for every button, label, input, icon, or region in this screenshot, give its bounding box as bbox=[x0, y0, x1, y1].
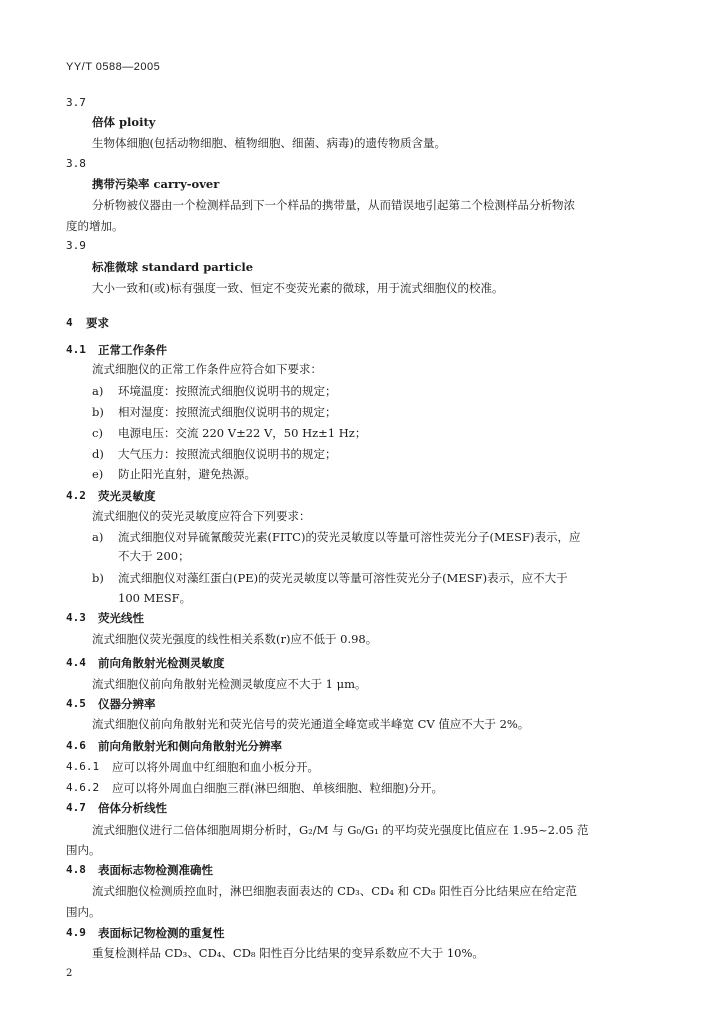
clause-number: 4.7 bbox=[66, 801, 86, 814]
clause-title: 仪器分辨率 bbox=[98, 697, 156, 711]
list-marker: b) bbox=[92, 405, 104, 419]
list-marker: d) bbox=[92, 447, 104, 461]
term-definition-continued: 度的增加。 bbox=[66, 219, 124, 233]
clause-text: 流式细胞仪的荧光灵敏度应符合下列要求： bbox=[92, 509, 311, 523]
clause-text: 流式细胞仪前向角散射光检测灵敏度应不大于 1 μm。 bbox=[92, 677, 367, 691]
list-marker: a) bbox=[92, 384, 104, 398]
list-item: 大气压力：按照流式细胞仪说明书的规定； bbox=[118, 447, 337, 461]
list-item: 环境温度：按照流式细胞仪说明书的规定； bbox=[118, 384, 337, 398]
clause-text: 流式细胞仪的正常工作条件应符合如下要求： bbox=[92, 362, 322, 376]
subclause-number: 4.6.2 bbox=[66, 781, 100, 794]
clause-title: 前向角散射光和侧向角散射光分辨率 bbox=[98, 739, 282, 753]
subclause-text: 应可以将外周血白细胞三群(淋巴细胞、单核细胞、粒细胞)分开。 bbox=[112, 781, 443, 795]
list-item-continued: 100 MESF。 bbox=[118, 591, 192, 605]
term-definition: 大小一致和(或)标有强度一致、恒定不变荧光素的微球，用于流式细胞仪的校准。 bbox=[92, 281, 504, 295]
clause-title: 倍体分析线性 bbox=[98, 801, 167, 815]
clause-number: 3.8 bbox=[66, 157, 86, 170]
clause-text-continued: 围内。 bbox=[66, 905, 101, 919]
term-heading: 倍体 ploity bbox=[92, 115, 156, 129]
list-marker: e) bbox=[92, 467, 104, 481]
clause-title: 表面标记物检测的重复性 bbox=[98, 926, 225, 940]
list-item: 流式细胞仪对藻红蛋白(PE)的荧光灵敏度以等量可溶性荧光分子(MESF)表示，应不大于 bbox=[118, 571, 568, 585]
list-marker: b) bbox=[92, 571, 104, 585]
clause-number: 4.3 bbox=[66, 611, 86, 624]
chapter-title: 要求 bbox=[86, 316, 109, 330]
clause-number: 4.2 bbox=[66, 489, 86, 502]
term-heading: 携带污染率 carry-over bbox=[92, 177, 220, 191]
clause-number: 4.9 bbox=[66, 926, 86, 939]
subclause-text: 应可以将外周血中红细胞和血小板分开。 bbox=[112, 760, 319, 774]
clause-text: 流式细胞仪荧光强度的线性相关系数(r)应不低于 0.98。 bbox=[92, 632, 378, 646]
clause-text: 流式细胞仪前向角散射光和荧光信号的荧光通道全峰宽或半峰宽 CV 值应不大于 2%。 bbox=[92, 717, 530, 731]
clause-number: 3.9 bbox=[66, 239, 86, 252]
clause-number: 3.7 bbox=[66, 96, 86, 109]
clause-text: 重复检测样品 CD₃、CD₄、CD₈ 阳性百分比结果的变异系数应不大于 10%。 bbox=[92, 946, 484, 960]
clause-title: 正常工作条件 bbox=[98, 343, 167, 357]
list-marker: c) bbox=[92, 426, 103, 440]
clause-number: 4.6 bbox=[66, 739, 86, 752]
clause-text-continued: 围内。 bbox=[66, 843, 101, 857]
clause-title: 表面标志物检测准确性 bbox=[98, 863, 213, 877]
clause-number: 4.5 bbox=[66, 697, 86, 710]
list-item: 相对湿度：按照流式细胞仪说明书的规定； bbox=[118, 405, 337, 419]
clause-title: 荧光线性 bbox=[98, 611, 144, 625]
clause-text: 流式细胞仪检测质控血时，淋巴细胞表面表达的 CD₃、CD₄ 和 CD₈ 阳性百分比结果应在给定范 bbox=[92, 884, 578, 898]
term-definition: 分析物被仪器由一个检测样品到下一个样品的携带量，从而错误地引起第二个检测样品分析物浓 bbox=[92, 198, 575, 212]
subclause-number: 4.6.1 bbox=[66, 760, 100, 773]
clause-number: 4.4 bbox=[66, 656, 86, 669]
clause-title: 荧光灵敏度 bbox=[98, 489, 156, 503]
clause-text: 流式细胞仪进行二倍体细胞周期分析时，G₂/M 与 G₀/G₁ 的平均荧光强度比值应在 1.95~2.05 范 bbox=[92, 823, 589, 837]
chapter-number: 4 bbox=[66, 316, 73, 329]
list-item: 电源电压：交流 220 V±22 V，50 Hz±1 Hz； bbox=[118, 426, 367, 440]
standard-number-header: YY/T 0588—2005 bbox=[66, 61, 161, 73]
list-item: 流式细胞仪对异硫氰酸荧光素(FITC)的荧光灵敏度以等量可溶性荧光分子(MESF)表示，应 bbox=[118, 530, 581, 544]
list-item-continued: 不大于 200； bbox=[118, 549, 190, 563]
list-marker: a) bbox=[92, 530, 104, 544]
list-item: 防止阳光直射，避免热源。 bbox=[118, 467, 256, 481]
term-heading: 标准微球 standard particle bbox=[92, 260, 254, 274]
term-definition: 生物体细胞(包括动物细胞、植物细胞、细菌、病毒)的遗传物质含量。 bbox=[92, 136, 446, 150]
clause-number: 4.8 bbox=[66, 863, 86, 876]
clause-number: 4.1 bbox=[66, 343, 86, 356]
page-number: 2 bbox=[66, 968, 73, 979]
clause-title: 前向角散射光检测灵敏度 bbox=[98, 656, 225, 670]
